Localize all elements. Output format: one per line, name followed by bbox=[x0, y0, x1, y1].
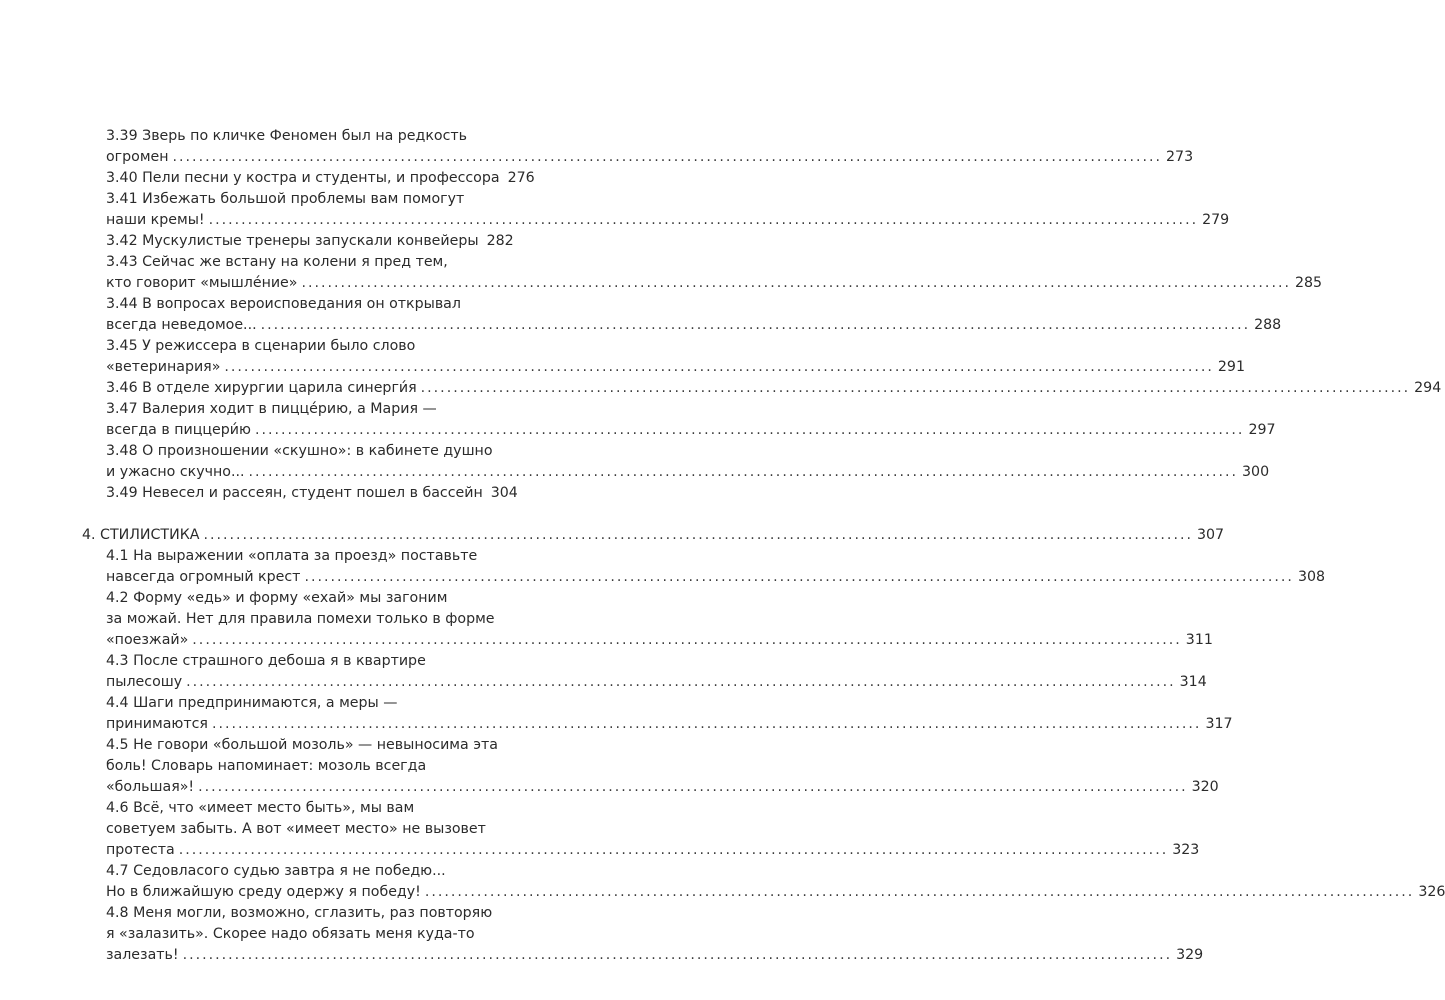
page-number: 323 bbox=[1172, 842, 1200, 858]
toc-entry[interactable] bbox=[106, 903, 1204, 966]
page-number: 285 bbox=[1294, 275, 1323, 291]
toc-entry-title-line: всегда в пиццери́ю bbox=[106, 422, 251, 438]
toc-entry-last-line bbox=[106, 315, 1282, 336]
toc-entry-title-line: огромен bbox=[106, 149, 169, 165]
table-of-contents bbox=[82, 126, 1445, 966]
dot-leader bbox=[261, 315, 1251, 336]
toc-entry-title-line: 3.39 Зверь по кличке Феномен был на редкость bbox=[106, 128, 468, 144]
page-number: 282 bbox=[486, 233, 514, 249]
dot-leader bbox=[203, 525, 1193, 546]
page-number: 304 bbox=[490, 485, 518, 501]
page-number: 291 bbox=[1217, 359, 1245, 375]
dot-leader bbox=[198, 777, 1188, 798]
dot-leader bbox=[224, 357, 1214, 378]
dot-leader bbox=[255, 420, 1245, 441]
toc-entry-last-line bbox=[106, 420, 1276, 441]
page-number: 329 bbox=[1176, 947, 1204, 963]
dot-leader bbox=[249, 462, 1239, 483]
toc-entry-title-line: 4.2 Форму «едь» и форму «ехай» мы загоним bbox=[106, 590, 448, 606]
toc-entry-title-line: я «залазить». Скорее надо обязать меня куда-то bbox=[106, 926, 475, 942]
toc-entry[interactable] bbox=[106, 483, 518, 504]
toc-entry[interactable] bbox=[106, 168, 535, 189]
page-number: 320 bbox=[1191, 779, 1219, 795]
toc-entry-title-line: 3.46 В отделе хирургии царила синерги́я bbox=[106, 380, 417, 396]
toc-entry[interactable] bbox=[106, 336, 1245, 378]
toc-entry[interactable] bbox=[106, 735, 1219, 798]
dot-leader bbox=[425, 882, 1415, 903]
toc-entry[interactable] bbox=[106, 861, 1445, 903]
toc-entry-title-line: наши кремы! bbox=[106, 212, 205, 228]
section-3-entries bbox=[106, 126, 1442, 504]
page-number: 300 bbox=[1242, 464, 1270, 480]
toc-entry-title-line: 4.5 Не говори «большой мозоль» — невыносима эта bbox=[106, 737, 498, 753]
toc-entry-title-line: «большая»! bbox=[106, 779, 195, 795]
toc-entry[interactable] bbox=[106, 588, 1213, 651]
page-number: 326 bbox=[1418, 884, 1445, 900]
toc-entry[interactable] bbox=[106, 546, 1326, 588]
dot-leader bbox=[212, 714, 1202, 735]
page-number: 294 bbox=[1414, 380, 1442, 396]
toc-entry[interactable] bbox=[106, 252, 1323, 294]
toc-entry-title-line: 4.8 Меня могли, возможно, сглазить, раз повторяю bbox=[106, 905, 493, 921]
toc-entry-title-line: и ужасно скучно... bbox=[106, 464, 245, 480]
toc-entry[interactable] bbox=[106, 798, 1200, 861]
dot-leader bbox=[301, 273, 1291, 294]
page-number: 288 bbox=[1254, 317, 1282, 333]
page-number: 279 bbox=[1202, 212, 1230, 228]
toc-entry-last-line bbox=[106, 945, 1204, 966]
toc-entry[interactable] bbox=[106, 294, 1282, 336]
toc-entry-title-line: 3.41 Избежать большой проблемы вам помогут bbox=[106, 191, 465, 207]
toc-entry-title-line: протеста bbox=[106, 842, 175, 858]
page-number: 307 bbox=[1196, 527, 1225, 543]
toc-entry-last-line bbox=[106, 273, 1323, 294]
toc-entry-last-line bbox=[106, 378, 1442, 399]
toc-entry-title-line: пылесошу bbox=[106, 674, 183, 690]
toc-entry-title-line: 3.47 Валерия ходит в пиццéрию, а Мария — bbox=[106, 401, 437, 417]
toc-entry-title-line: 4.4 Шаги предпринимаются, а меры — bbox=[106, 695, 398, 711]
dot-leader bbox=[209, 210, 1199, 231]
toc-entry-title-line: 3.45 У режиссера в сценарии было слово bbox=[106, 338, 416, 354]
toc-entry-title-line: Но в ближайшую среду одержу я победу! bbox=[106, 884, 421, 900]
toc-entry-title-line: боль! Словарь напоминает: мозоль всегда bbox=[106, 758, 427, 774]
dot-leader bbox=[186, 672, 1176, 693]
toc-entry-last-line bbox=[106, 168, 535, 189]
toc-entry-title-line: принимаются bbox=[106, 716, 208, 732]
toc-entry-title-line: 3.48 О произношении «скушно»: в кабинете душно bbox=[106, 443, 493, 459]
toc-entry-last-line bbox=[106, 882, 1445, 903]
dot-leader bbox=[304, 567, 1294, 588]
section-4-entries bbox=[106, 546, 1445, 966]
toc-entry[interactable] bbox=[82, 525, 1225, 546]
toc-entry-title-line: 4.6 Всё, что «имеет место быть», мы вам bbox=[106, 800, 415, 816]
toc-entry-last-line bbox=[106, 462, 1270, 483]
page-number: 317 bbox=[1205, 716, 1233, 732]
page-number: 311 bbox=[1185, 632, 1213, 648]
toc-entry[interactable] bbox=[106, 441, 1270, 483]
toc-entry-title-line: навсегда огромный крест bbox=[106, 569, 301, 585]
toc-entry[interactable] bbox=[106, 126, 1194, 168]
toc-entry-title-line: 4.1 На выражении «оплата за проезд» поставьте bbox=[106, 548, 478, 564]
toc-entry-title-line: «ветеринария» bbox=[106, 359, 221, 375]
toc-entry-title-line: 3.42 Мускулистые тренеры запускали конвейеры bbox=[106, 233, 479, 249]
toc-entry-title-line: всегда неведомое... bbox=[106, 317, 257, 333]
chapter-4-heading bbox=[82, 525, 1225, 546]
toc-entry-last-line bbox=[82, 525, 1225, 546]
toc-entry-last-line bbox=[106, 714, 1233, 735]
toc-entry-last-line bbox=[106, 210, 1230, 231]
toc-entry-title-line: советуем забыть. А вот «имеет место» не вызовет bbox=[106, 821, 486, 837]
page-number: 297 bbox=[1248, 422, 1276, 438]
toc-entry[interactable] bbox=[106, 693, 1233, 735]
toc-entry-last-line bbox=[106, 483, 518, 504]
toc-entry-title-line: 3.44 В вопросах вероисповедания он открывал bbox=[106, 296, 461, 312]
toc-entry[interactable] bbox=[106, 231, 514, 252]
toc-entry[interactable] bbox=[106, 399, 1276, 441]
toc-entry-title-line: 4.7 Седовласого судью завтра я не победю... bbox=[106, 863, 446, 879]
toc-entry[interactable] bbox=[106, 651, 1207, 693]
dot-leader bbox=[192, 630, 1182, 651]
toc-entry-title-line: за можай. Нет для правила помехи только в форме bbox=[106, 611, 495, 627]
dot-leader bbox=[183, 945, 1173, 966]
toc-entry-title-line: 4.3 После страшного дебоша я в квартире bbox=[106, 653, 426, 669]
toc-entry-title-line: 3.40 Пели песни у костра и студенты, и профессора bbox=[106, 170, 500, 186]
toc-entry-last-line bbox=[106, 147, 1194, 168]
page-number: 314 bbox=[1179, 674, 1207, 690]
toc-entry-title-line: «поезжай» bbox=[106, 632, 189, 648]
page-number: 276 bbox=[507, 170, 535, 186]
page-number: 273 bbox=[1166, 149, 1194, 165]
dot-leader bbox=[173, 147, 1163, 168]
toc-entry-title-line: кто говорит «мышле́ние» bbox=[106, 275, 298, 291]
toc-entry[interactable] bbox=[106, 189, 1230, 231]
toc-entry-title-line: 4. СТИЛИСТИКА bbox=[82, 527, 200, 543]
toc-entry-last-line bbox=[106, 567, 1326, 588]
page-number: 308 bbox=[1297, 569, 1326, 585]
dot-leader bbox=[179, 840, 1169, 861]
toc-entry-last-line bbox=[106, 672, 1207, 693]
toc-entry-last-line bbox=[106, 630, 1213, 651]
toc-entry-last-line bbox=[106, 840, 1200, 861]
toc-entry-last-line bbox=[106, 231, 514, 252]
toc-entry-last-line bbox=[106, 777, 1219, 798]
toc-entry[interactable] bbox=[106, 378, 1442, 399]
toc-entry-title-line: 3.49 Невесел и рассеян, студент пошел в бассейн bbox=[106, 485, 483, 501]
toc-entry-title-line: 3.43 Сейчас же встану на колени я пред тем, bbox=[106, 254, 448, 270]
toc-entry-title-line: залезать! bbox=[106, 947, 179, 963]
toc-entry-last-line bbox=[106, 357, 1245, 378]
dot-leader bbox=[421, 378, 1411, 399]
